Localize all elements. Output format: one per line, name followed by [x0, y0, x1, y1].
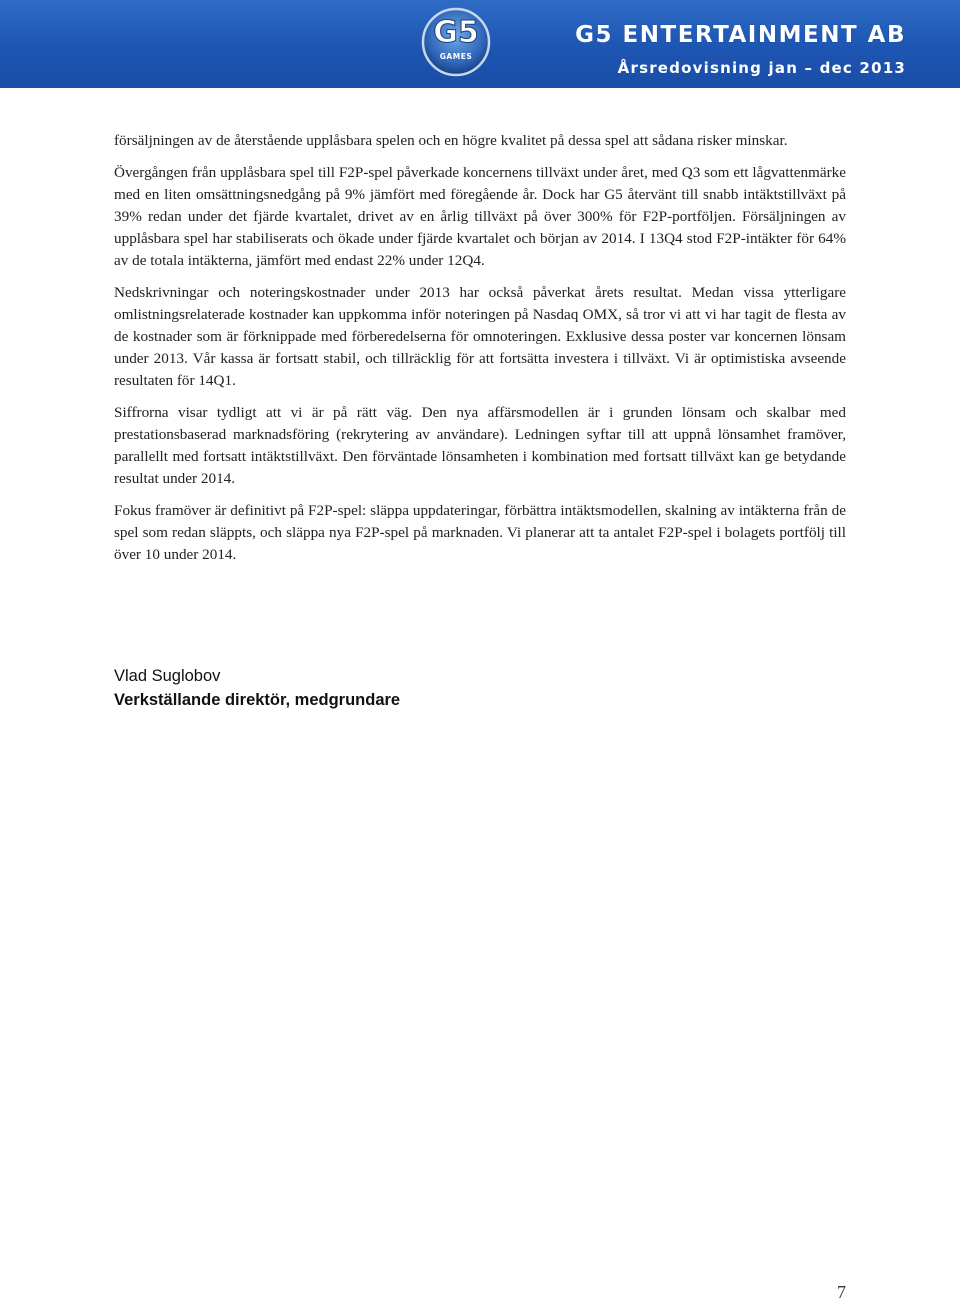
paragraph-3: Nedskrivningar och noteringskostnader under 2013 har också påverkat årets resultat. Medan vissa ytterligare omlistningsrelaterade kostnader kan uppkomma inför noteringen på Nasdaq OMX, så tror vi att vi har tagit de flesta av de kostnader som är förknippade med förberedelserna för omnoteringen. Exklusive dessa poster var koncernen lönsam under 2013. Vår kassa är fortsatt stabil, och tillräcklig för att fortsätta investera i tillväxt. Vi är optimistiska avseende resultaten för 14Q1.	[114, 284, 846, 389]
page-number: 7	[837, 1282, 846, 1302]
report-subtitle: Årsredovisning jan – dec 2013	[617, 59, 906, 77]
paragraph-1: försäljningen av de återstående upplåsbara spelen och en högre kvalitet på dessa spel att sådana risker minskar.	[114, 132, 788, 149]
paragraph-4: Siffrorna visar tydligt att vi är på rätt väg. Den nya affärsmodellen är i grunden lönsam och skalbar med prestationsbaserad marknadsföring (rekrytering av användare). Ledningen syftar till att uppnå lönsamhet framöver, parallellt med fortsatt intäktstillväxt. Den förväntade lönsamheten i kombination med fortsatt tillväxt kan ge betydande resultat under 2014.	[114, 404, 846, 487]
company-name: G5 ENTERTAINMENT AB	[575, 22, 906, 48]
signature-name: Vlad Suglobov	[114, 667, 221, 685]
signature-title: Verkställande direktör, medgrundare	[114, 691, 401, 709]
body-text	[114, 130, 846, 576]
header-band	[0, 0, 960, 88]
signature-block	[114, 664, 400, 712]
paragraph-2: Övergången från upplåsbara spel till F2P-spel påverkade koncernens tillväxt under året, med Q3 som ett lågvattenmärke med en liten omsättningsnedgång på 9% jämfört med föregående år. Dock har G5 återvänt till snabb intäktstillväxt på 39% redan under det fjärde kvartalet, drivet av en årlig tillväxt på över 300% för F2P-portföljen. Försäljningen av upplåsbara spel har stabiliserats och ökade under fjärde kvartalet och början av 2014. I 13Q4 stod F2P-intäkter för 64% av de totala intäkterna, jämfört med endast 22% under 12Q4.	[114, 164, 846, 269]
g5-games-logo-icon	[418, 4, 494, 78]
logo-text: G5	[433, 15, 479, 50]
logo-subtext: GAMES	[439, 52, 473, 61]
paragraph-5: Fokus framöver är definitivt på F2P-spel: släppa uppdateringar, förbättra intäktsmodellen, skalning av intäkterna från de spel som redan släppts, och släppa nya F2P-spel på marknaden. Vi planerar att ta antalet F2P-spel i bolagets portfölj till över 10 under 2014.	[114, 502, 846, 563]
